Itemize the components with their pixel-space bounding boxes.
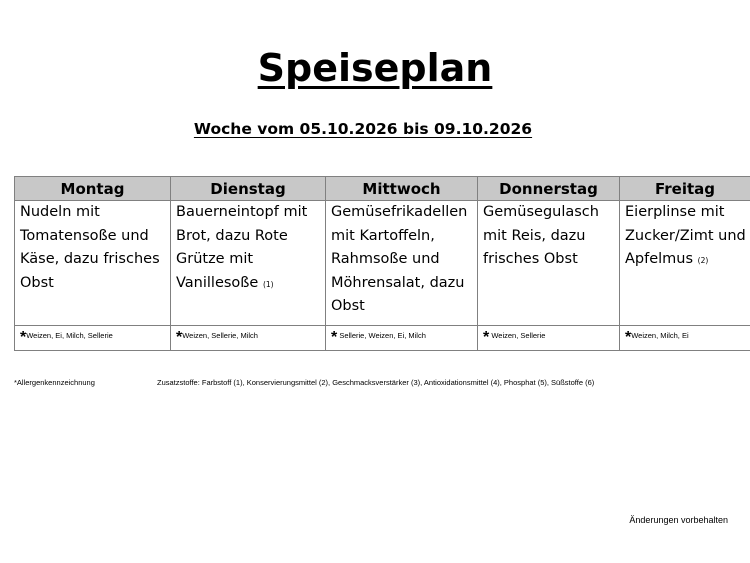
allergen-marker: * — [331, 329, 338, 346]
meal-row — [15, 201, 750, 326]
meal-cell-friday — [620, 201, 750, 326]
page-title-text: Speiseplan — [257, 46, 493, 90]
page-title — [0, 40, 750, 96]
meal-text: Nudeln mit Tomatensoße und Käse, dazu frisches Obst — [20, 204, 160, 291]
allergen-cell-monday — [15, 326, 171, 351]
meal-text: Eierplinse mit Zucker/Zimt und Apfelmus — [625, 204, 746, 267]
allergen-text: Weizen, Ei, Milch, Sellerie — [26, 331, 113, 340]
meal-text: Gemüsefrikadellen mit Kartoffeln, Rahmsoße und Möhrensalat, dazu Obst — [331, 204, 468, 314]
day-header-friday: Freitag — [620, 177, 750, 201]
week-range — [0, 117, 726, 141]
additives-footnote: Zusatzstoffe: Farbstoff (1), Konservierungsmittel (2), Geschmacksverstärker (3), Antioxidationsmittel (4), Phosphat (5), Süßstoffe (6) — [157, 378, 595, 387]
allergen-marker: * — [176, 329, 183, 346]
allergen-marker: * — [625, 329, 632, 346]
allergen-cell-wednesday — [326, 326, 478, 351]
changes-note: Änderungen vorbehalten — [629, 515, 728, 525]
allergen-marker: * — [483, 329, 490, 346]
meal-cell-wednesday — [326, 201, 478, 326]
allergen-cell-thursday — [478, 326, 620, 351]
allergen-cell-friday — [620, 326, 750, 351]
allergen-cell-tuesday — [171, 326, 326, 351]
allergen-row — [15, 326, 750, 351]
allergen-marker: * — [20, 329, 27, 346]
day-header-tuesday: Dienstag — [171, 177, 326, 201]
meal-cell-thursday — [478, 201, 620, 326]
menu-table — [14, 176, 750, 351]
meal-cell-monday — [15, 201, 171, 326]
allergen-footnote: *Allergenkennzeichnung — [14, 378, 95, 387]
additive-note: (1) — [262, 279, 274, 289]
day-header-monday: Montag — [15, 177, 171, 201]
allergen-text: Sellerie, Weizen, Ei, Milch — [339, 331, 426, 340]
additive-note: (2) — [697, 256, 709, 265]
day-header-wednesday: Mittwoch — [326, 177, 478, 201]
meal-text: Bauerneintopf mit Brot, dazu Rote Grütze mit Vanillesoße — [176, 204, 308, 291]
allergen-text: Weizen, Sellerie — [491, 331, 546, 340]
allergen-text: Weizen, Milch, Ei — [631, 331, 689, 340]
meal-text: Gemüsegulasch mit Reis, dazu frisches Obst — [483, 204, 599, 267]
allergen-text: Weizen, Sellerie, Milch — [182, 331, 258, 340]
day-header-thursday: Donnerstag — [478, 177, 620, 201]
day-header-row — [15, 177, 750, 201]
week-range-text: Woche vom 05.10.2026 bis 09.10.2026 — [193, 120, 533, 138]
meal-cell-tuesday — [171, 201, 326, 326]
